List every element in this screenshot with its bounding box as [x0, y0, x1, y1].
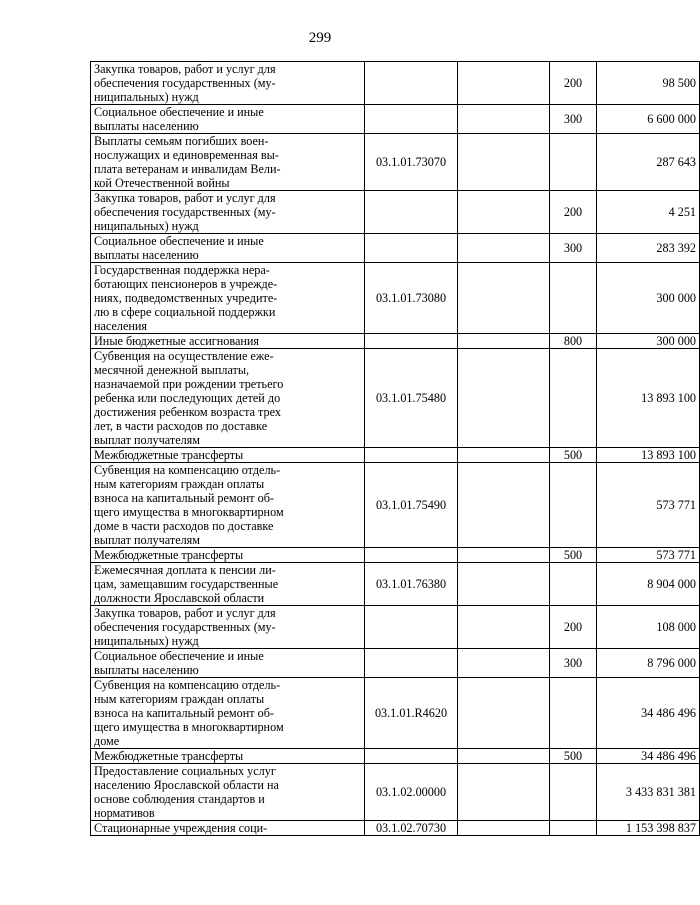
row-empty-cell: [458, 191, 550, 234]
table-row: [91, 749, 700, 764]
row-name: Закупка товаров, работ и услуг для обеспечения государственных (му- ниципальных) нужд: [91, 62, 365, 105]
row-empty-cell: [458, 606, 550, 649]
table-row: [91, 263, 700, 334]
row-sum: 6 600 000: [597, 105, 700, 134]
budget-table: [90, 61, 700, 836]
page-number: 299: [308, 30, 332, 46]
row-name: Стационарные учреждения соци-: [91, 821, 365, 836]
row-code: 03.1.02.00000: [365, 764, 458, 821]
row-code: [365, 105, 458, 134]
row-name: Социальное обеспечение и иные выплаты населению: [91, 234, 365, 263]
row-type: [550, 764, 597, 821]
row-type: 300: [550, 105, 597, 134]
row-empty-cell: [458, 448, 550, 463]
table-row: [91, 334, 700, 349]
row-sum: 3 433 831 381: [597, 764, 700, 821]
row-type: 500: [550, 448, 597, 463]
row-code: [365, 334, 458, 349]
row-empty-cell: [458, 62, 550, 105]
row-code: 03.1.02.70730: [365, 821, 458, 836]
row-type: [550, 821, 597, 836]
table-row: [91, 349, 700, 448]
row-empty-cell: [458, 764, 550, 821]
row-empty-cell: [458, 349, 550, 448]
row-type: 200: [550, 191, 597, 234]
row-type: 200: [550, 606, 597, 649]
row-sum: 8 796 000: [597, 649, 700, 678]
row-empty-cell: [458, 334, 550, 349]
row-name: Межбюджетные трансферты: [91, 749, 365, 764]
row-sum: 13 893 100: [597, 448, 700, 463]
row-type: [550, 563, 597, 606]
row-code: 03.1.01.75490: [365, 463, 458, 548]
table-row: [91, 134, 700, 191]
row-type: [550, 678, 597, 749]
row-name: Межбюджетные трансферты: [91, 548, 365, 563]
row-code: [365, 649, 458, 678]
row-name: Ежемесячная доплата к пенсии ли- цам, замещавшим государственные должности Ярославской области: [91, 563, 365, 606]
row-empty-cell: [458, 234, 550, 263]
row-name: Иные бюджетные ассигнования: [91, 334, 365, 349]
table-row: [91, 548, 700, 563]
row-name: Выплаты семьям погибших воен- нослужащих и единовременная вы- плата ветеранам и инвалидам Вели- кой Отечественной войны: [91, 134, 365, 191]
row-sum: 283 392: [597, 234, 700, 263]
table-row: [91, 62, 700, 105]
row-sum: 34 486 496: [597, 749, 700, 764]
row-empty-cell: [458, 563, 550, 606]
table-row: [91, 821, 700, 836]
row-type: 300: [550, 234, 597, 263]
row-code: 03.1.01.76380: [365, 563, 458, 606]
row-type: 500: [550, 548, 597, 563]
table-row: [91, 606, 700, 649]
table-row: [91, 234, 700, 263]
row-type: [550, 463, 597, 548]
row-name: Социальное обеспечение и иные выплаты населению: [91, 649, 365, 678]
row-empty-cell: [458, 548, 550, 563]
row-code: [365, 62, 458, 105]
table-row: [91, 448, 700, 463]
row-sum: 573 771: [597, 463, 700, 548]
row-name: Социальное обеспечение и иные выплаты населению: [91, 105, 365, 134]
row-empty-cell: [458, 463, 550, 548]
table-row: [91, 678, 700, 749]
row-sum: 98 500: [597, 62, 700, 105]
row-type: [550, 349, 597, 448]
row-sum: 573 771: [597, 548, 700, 563]
row-type: 300: [550, 649, 597, 678]
row-sum: 8 904 000: [597, 563, 700, 606]
row-sum: 1 153 398 837: [597, 821, 700, 836]
row-code: 03.1.01.73070: [365, 134, 458, 191]
row-code: [365, 448, 458, 463]
row-empty-cell: [458, 105, 550, 134]
table-row: [91, 649, 700, 678]
table-row: [91, 764, 700, 821]
row-name: Субвенция на компенсацию отдель- ным категориям граждан оплаты взноса на капитальный ремонт об- щего имущества в многоквартирном доме: [91, 678, 365, 749]
row-code: 03.1.01.75480: [365, 349, 458, 448]
row-sum: 108 000: [597, 606, 700, 649]
row-type: [550, 134, 597, 191]
row-name: Закупка товаров, работ и услуг для обеспечения государственных (му- ниципальных) нужд: [91, 606, 365, 649]
row-sum: 300 000: [597, 263, 700, 334]
table-row: [91, 563, 700, 606]
row-code: [365, 606, 458, 649]
row-name: Субвенция на осуществление еже- месячной денежной выплаты, назначаемой при рождении третьего ребенка или последующих детей до достижения ребенком возраста трех лет, в части расходов по доставке выплат получателям: [91, 349, 365, 448]
row-sum: 4 251: [597, 191, 700, 234]
row-code: [365, 548, 458, 563]
row-code: 03.1.01.73080: [365, 263, 458, 334]
row-code: [365, 191, 458, 234]
row-name: Закупка товаров, работ и услуг для обеспечения государственных (му- ниципальных) нужд: [91, 191, 365, 234]
table-row: [91, 105, 700, 134]
row-type: [550, 263, 597, 334]
row-empty-cell: [458, 821, 550, 836]
row-code: 03.1.01.R4620: [365, 678, 458, 749]
row-empty-cell: [458, 678, 550, 749]
table-row: [91, 463, 700, 548]
row-type: 200: [550, 62, 597, 105]
row-code: [365, 749, 458, 764]
row-name: Государственная поддержка нера- ботающих пенсионеров в учрежде- ниях, подведомственных учредите- лю в сфере социальной поддержки населения: [91, 263, 365, 334]
row-empty-cell: [458, 263, 550, 334]
row-empty-cell: [458, 749, 550, 764]
row-sum: 300 000: [597, 334, 700, 349]
table-row: [91, 191, 700, 234]
row-sum: 34 486 496: [597, 678, 700, 749]
row-type: 800: [550, 334, 597, 349]
row-empty-cell: [458, 134, 550, 191]
row-name: Межбюджетные трансферты: [91, 448, 365, 463]
row-sum: 287 643: [597, 134, 700, 191]
row-name: Предоставление социальных услуг населению Ярославской области на основе соблюдения стандартов и нормативов: [91, 764, 365, 821]
row-name: Субвенция на компенсацию отдель- ным категориям граждан оплаты взноса на капитальный ремонт об- щего имущества в многоквартирном доме в части расходов по доставке выплат получателям: [91, 463, 365, 548]
row-type: 500: [550, 749, 597, 764]
row-sum: 13 893 100: [597, 349, 700, 448]
row-empty-cell: [458, 649, 550, 678]
row-code: [365, 234, 458, 263]
